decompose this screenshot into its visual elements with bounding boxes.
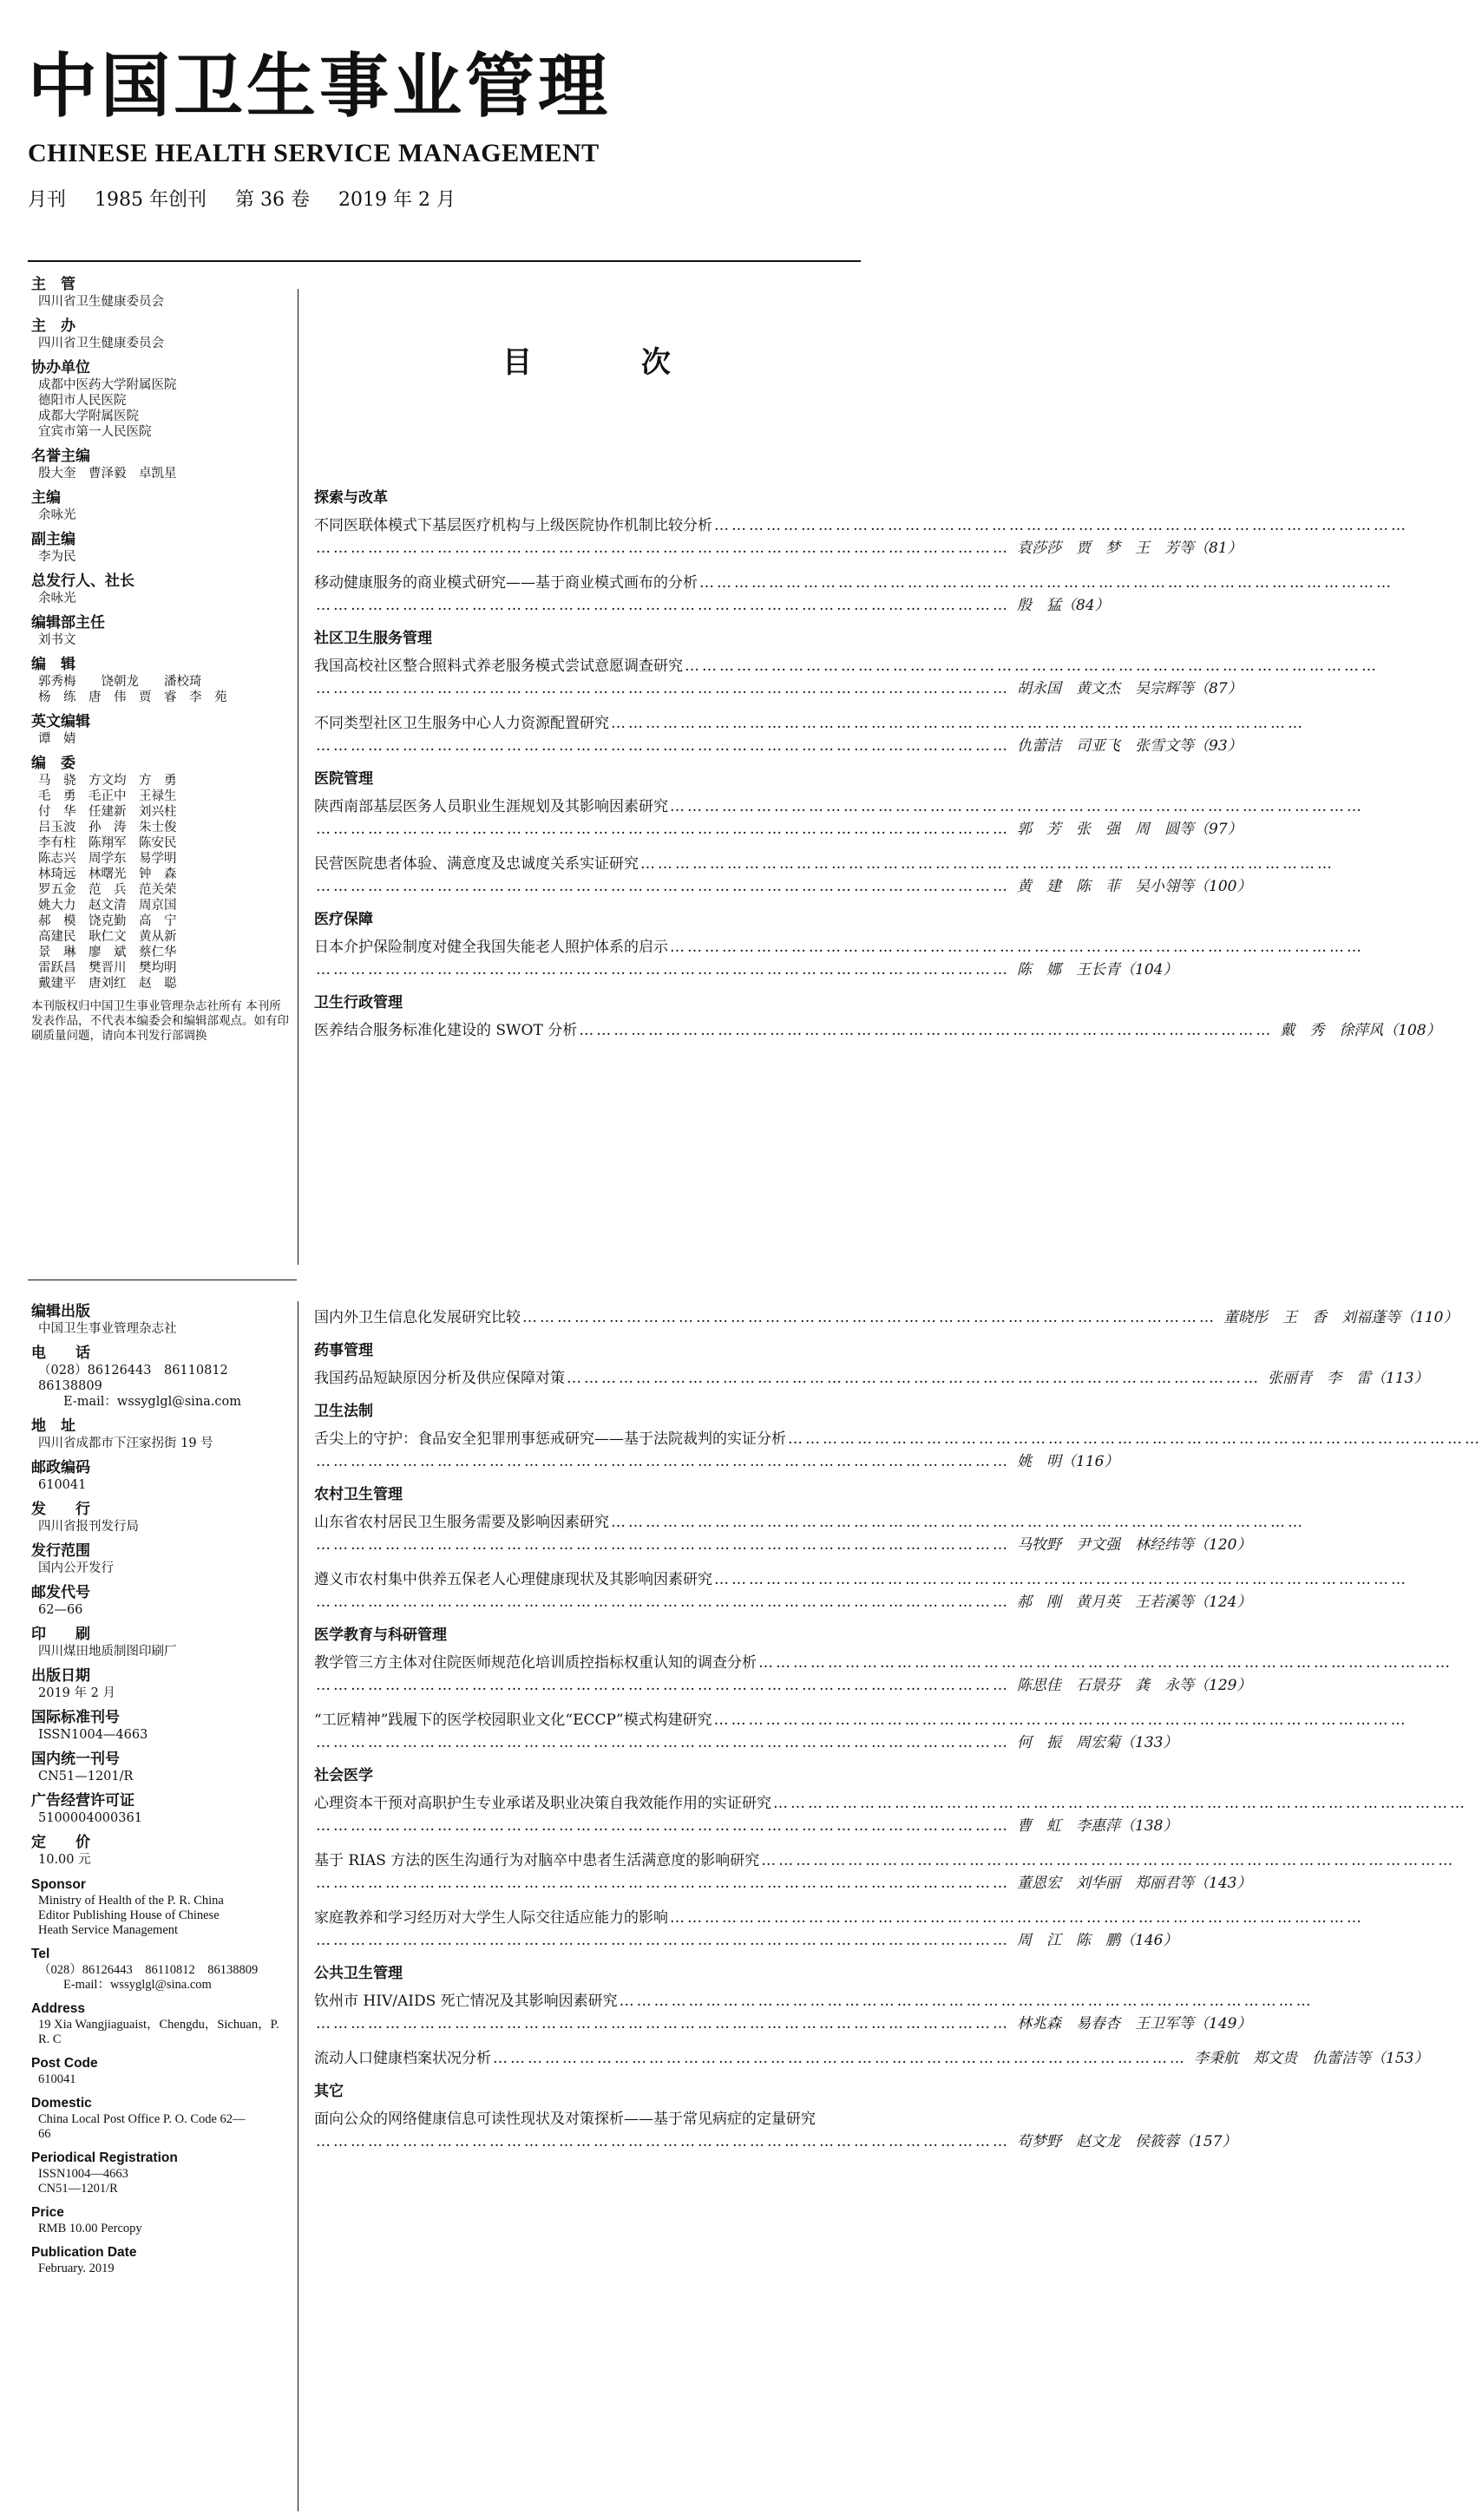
- credit-heading: 出版日期: [31, 1667, 90, 1685]
- leader-dots: …………………………………………………………………………………………………………: [670, 939, 1364, 956]
- toc-entry-author-line: [314, 875, 1252, 898]
- toc-entry-author-line: [314, 1534, 1252, 1556]
- credit-value: ISSN1004—4663: [38, 1728, 148, 1742]
- credit-value: 四川煤田地质制图印刷厂: [38, 1645, 177, 1659]
- toc-entry-line: [314, 1990, 1314, 2013]
- toc-entry-line: [314, 1792, 1467, 1815]
- toc-category: 公共卫生管理: [314, 1965, 403, 1982]
- leader-dots: …………………………………………………………………………………………………………: [670, 1909, 1364, 1927]
- toc-category: 医疗保障: [314, 911, 373, 928]
- leader-dots: …………………………………………………………………………………………………………: [699, 574, 1393, 592]
- credit-value: 中国卫生事业管理杂志社: [38, 1322, 177, 1336]
- leader-dots: …………………………………………………………………………………………………………: [685, 658, 1379, 675]
- toc-entry-authors: 马牧野 尹文强 林经纬等（120）: [1017, 1536, 1252, 1554]
- toc-category: 农村卫生管理: [314, 1486, 403, 1503]
- credit-value: 610041: [38, 1478, 87, 1492]
- toc-entry-title: 舌尖上的守护：食品安全犯罪刑事惩戒研究——基于法院裁判的实证分析: [314, 1430, 786, 1448]
- credit-block: [31, 1584, 292, 1618]
- credit-heading: Post Code: [31, 2056, 98, 2071]
- leader-dots: …………………………………………………………………………………………………………: [316, 1734, 1010, 1751]
- credit-value: February. 2019: [38, 2261, 115, 2275]
- leader-dots: …………………………………………………………………………………………………………: [316, 961, 1010, 979]
- credit-block: [31, 1459, 292, 1493]
- toc-entry-authors: 董恩宏 刘华丽 郑丽君等（143）: [1017, 1875, 1252, 1892]
- credit-block: [31, 1542, 292, 1576]
- toc-entry-line: [314, 1849, 1456, 1872]
- credit-value: 郭秀梅 饶朝龙 潘校琦 杨 练 唐 伟 贾 睿 李 苑: [38, 675, 227, 704]
- toc-entry-page: （97）: [1194, 821, 1243, 838]
- toc-entry-line: [314, 1019, 1441, 1042]
- toc-entry-line: [314, 1907, 1364, 1929]
- credit-block: [31, 1709, 292, 1743]
- credit-heading: 国内统一刊号: [31, 1751, 120, 1768]
- toc-entry-title: 心理资本干预对高职护生专业承诺及职业决策自我效能作用的实证研究: [314, 1795, 771, 1812]
- leader-dots: …………………………………………………………………………………………………………: [316, 1875, 1010, 1892]
- toc-entry-page: （157）: [1179, 2133, 1237, 2150]
- credit-heading: 国际标准刊号: [31, 1709, 120, 1726]
- toc-entry-line: [314, 2047, 1429, 2070]
- credit-heading: 编 辑: [31, 656, 75, 673]
- credit-block: [31, 2000, 292, 2047]
- toc-category: 医院管理: [314, 770, 373, 788]
- credit-value: 国内公开发行: [38, 1561, 114, 1575]
- credit-value: 5100004000361: [38, 1811, 142, 1825]
- masthead-credits: [31, 276, 292, 1044]
- toc-part-2: [314, 1306, 1482, 2165]
- toc-entry-line: [314, 2131, 1237, 2153]
- toc-entry-line: [314, 572, 1393, 594]
- credit-heading: 编辑出版: [31, 1303, 90, 1320]
- credit-value: 谭 婧: [38, 732, 76, 746]
- credit-block: [31, 713, 292, 747]
- toc-entry[interactable]: [314, 712, 1305, 757]
- issue-date: 2019 年 2 月: [338, 189, 456, 211]
- toc-entry-line: [314, 1428, 1482, 1450]
- toc-entry-line: [314, 936, 1364, 959]
- credit-block: [31, 1303, 292, 1337]
- toc-entry[interactable]: [314, 1792, 1467, 1837]
- toc-entry-title: 日本介护保险制度对健全我国失能老人照护体系的启示: [314, 939, 668, 956]
- toc-entry[interactable]: [314, 1306, 1459, 1329]
- credit-value: 19 Xia Wangjiaguaist，Chengdu，Sichuan，P. R. C: [38, 2018, 279, 2046]
- leader-dots: …………………………………………………………………………………………………………: [670, 798, 1364, 815]
- credit-heading: 编辑部主任: [31, 614, 105, 632]
- toc-entry-title: 我国高校社区整合照料式养老服务模式尝试意愿调查研究: [314, 658, 683, 675]
- toc-entry-page: （120）: [1194, 1536, 1252, 1554]
- toc-entry-line: [314, 853, 1334, 875]
- toc-entry-page: （87）: [1194, 680, 1243, 697]
- leader-dots: …………………………………………………………………………………………………………: [316, 1536, 1010, 1554]
- toc-entry-page: （153）: [1371, 2050, 1429, 2067]
- toc-entry[interactable]: [314, 514, 1408, 560]
- toc-entry-line: [314, 514, 1408, 537]
- credit-block: [31, 2244, 292, 2276]
- credit-block: [31, 573, 292, 606]
- leader-dots: …………………………………………………………………………………………………………: [316, 1594, 1010, 1611]
- credit-heading: 主编: [31, 489, 61, 507]
- credit-value: 四川省卫生健康委员会: [38, 337, 164, 350]
- toc-entry-authors: 何 振 周宏菊（133）: [1017, 1734, 1178, 1751]
- toc-entry-page: （81）: [1194, 540, 1243, 557]
- leader-dots: …………………………………………………………………………………………………………: [714, 517, 1408, 534]
- leader-dots: …………………………………………………………………………………………………………: [316, 1932, 1010, 1949]
- credit-block: [31, 1946, 292, 1993]
- toc-entry-page: （116）: [1061, 1453, 1119, 1470]
- toc-entry-authors: 曹 虹 李惠萍（138）: [1017, 1817, 1178, 1835]
- toc-entry-authors: 陈思佳 石景芬 龚 永等（129）: [1017, 1677, 1252, 1694]
- credit-heading: 协办单位: [31, 359, 90, 376]
- leader-dots: …………………………………………………………………………………………………………: [316, 821, 1010, 838]
- leader-dots: …………………………………………………………………………………………………………: [316, 878, 1010, 895]
- toc-entry-page: （113）: [1371, 1370, 1429, 1387]
- toc-entry-title: 流动人口健康档案状况分析: [314, 2050, 491, 2067]
- toc-entry-title: 不同类型社区卫生服务中心人力资源配置研究: [314, 715, 609, 732]
- toc-entry[interactable]: [314, 1849, 1456, 1895]
- credit-value: 610041: [38, 2072, 76, 2086]
- credit-heading: 地 址: [31, 1417, 75, 1435]
- toc-entry-authors: 林兆森 易春杏 王卫军等（149）: [1017, 2015, 1252, 2032]
- toc-entry-title: 遵义市农村集中供养五保老人心理健康现状及其影响因素研究: [314, 1571, 712, 1588]
- credit-heading: Periodical Registration: [31, 2150, 178, 2165]
- toc-entry-page: （110）: [1400, 1309, 1459, 1326]
- credit-value: ISSN1004—4663 CN51—1201/R: [38, 2167, 128, 2196]
- toc-entry-author-line: [314, 1674, 1252, 1697]
- toc-entry-title: 医养结合服务标准化建设的 SWOT 分析: [314, 1022, 578, 1039]
- credit-value: 四川省卫生健康委员会: [38, 295, 164, 309]
- credit-value: 10.00 元: [38, 1853, 91, 1867]
- toc-entry-author-line: [314, 1929, 1178, 1952]
- toc-entry-authors: 陈 娜 王长青（104）: [1017, 961, 1178, 979]
- toc-category: 社区卫生服务管理: [314, 630, 432, 647]
- toc-entry-author-line: [314, 959, 1178, 981]
- toc-entry-authors: 姚 明（116）: [1017, 1453, 1119, 1470]
- toc-entry-author-line: [314, 1731, 1178, 1754]
- credit-heading: 定 价: [31, 1834, 90, 1851]
- credit-block: [31, 1667, 292, 1701]
- toc-entry-authors: 袁莎莎 贾 梦 王 芳等（81）: [1017, 540, 1243, 557]
- toc-entry[interactable]: [314, 655, 1379, 700]
- publication-info: [31, 1303, 292, 2284]
- toc-entry-title: 陕西南部基层医务人员职业生涯规划及其影响因素研究: [314, 798, 668, 815]
- toc-entry-page: （138）: [1120, 1817, 1178, 1835]
- toc-entry-page: （133）: [1120, 1734, 1178, 1751]
- toc-entry-title: 基于 RIAS 方法的医生沟通行为对脑卒中患者生活满意度的影响研究: [314, 1852, 760, 1869]
- toc-entry-line: [314, 1652, 1452, 1674]
- credit-block: [31, 448, 292, 481]
- toc-entry-page: （146）: [1120, 1932, 1178, 1949]
- toc-entry-title: 我国药品短缺原因分析及供应保障对策: [314, 1370, 565, 1387]
- toc-entry[interactable]: [314, 2108, 1237, 2153]
- frequency: 月刊: [28, 189, 67, 211]
- credit-heading: 总发行人、社长: [31, 573, 134, 590]
- toc-entry-title: 面向公众的网络健康信息可读性现状及对策探析——基于常见病症的定量研究: [314, 2111, 816, 2128]
- credit-heading: 广告经营许可证: [31, 1792, 134, 1810]
- toc-entry-line: [314, 1568, 1408, 1591]
- toc-entry-title: 不同医联体模式下基层医疗机构与上级医院协作机制比较分析: [314, 517, 712, 534]
- toc-entry[interactable]: [314, 1019, 1441, 1042]
- credit-block: [31, 359, 292, 440]
- leader-dots: …………………………………………………………………………………………………………: [579, 1022, 1274, 1039]
- toc-entry[interactable]: [314, 2047, 1429, 2070]
- credit-value: RMB 10.00 Percopy: [38, 2222, 142, 2235]
- credit-value: 余咏光: [38, 508, 76, 522]
- leader-dots: …………………………………………………………………………………………………………: [619, 1993, 1314, 2010]
- toc-entry-title: 家庭教养和学习经历对大学生人际交往适应能力的影响: [314, 1909, 668, 1927]
- credit-heading: 发行范围: [31, 1542, 90, 1560]
- toc-entry-author-line: [314, 818, 1243, 841]
- credit-block: [31, 531, 292, 565]
- credit-block: [31, 2095, 292, 2142]
- leader-dots: …………………………………………………………………………………………………………: [316, 2133, 1010, 2150]
- credit-value: 余咏光: [38, 592, 76, 605]
- toc-entry[interactable]: [314, 1907, 1364, 1952]
- masthead: [28, 48, 861, 213]
- toc-entry-title: “工匠精神”践履下的医学校园职业文化“ECCP”模式构建研究: [314, 1712, 712, 1729]
- leader-dots: …………………………………………………………………………………………………………: [713, 1712, 1408, 1729]
- leader-dots: …………………………………………………………………………………………………………: [316, 1453, 1010, 1470]
- credit-heading: Price: [31, 2205, 64, 2220]
- toc-entry-title: 教学管三方主体对住院医师规范化培训质控指标权重认知的调查分析: [314, 1654, 757, 1672]
- toc-entry-authors: 张丽青 李 雷（113）: [1268, 1370, 1429, 1387]
- credit-value: Ministry of Health of the P. R. China Editor Publishing House of Chinese Heath Service Management: [38, 1894, 224, 1937]
- credit-block: [31, 1501, 292, 1535]
- toc-entry-author-line: [314, 594, 1110, 617]
- credit-block: [31, 614, 292, 648]
- credit-block: [31, 1626, 292, 1659]
- credit-block: [31, 1876, 292, 1938]
- credit-value: 四川省报刊发行局: [38, 1520, 139, 1534]
- credit-heading: 编 委: [31, 755, 75, 772]
- journal-title-en: CHINESE HEALTH SERVICE MANAGEMENT: [28, 139, 600, 167]
- credit-heading: 邮政编码: [31, 1459, 90, 1476]
- toc-entry-author-line: [314, 1591, 1252, 1613]
- toc-entry-line: [314, 1306, 1459, 1329]
- credit-value: 2019 年 2 月: [38, 1686, 115, 1700]
- toc-entry-author-line: [314, 2013, 1252, 2035]
- leader-dots: …………………………………………………………………………………………………………: [640, 855, 1334, 873]
- credit-block: [31, 1792, 292, 1826]
- toc-entry-line: [314, 1367, 1429, 1390]
- toc-entry-page: （84）: [1061, 597, 1110, 614]
- issue-line: [28, 188, 861, 213]
- toc-entry-author-line: [314, 677, 1243, 700]
- toc-entry[interactable]: [314, 1990, 1314, 2035]
- toc-entry-author-line: [314, 1450, 1119, 1473]
- toc-entry-authors: 郭 芳 张 强 周 圆等（97）: [1017, 821, 1243, 838]
- toc-entry[interactable]: [314, 1428, 1482, 1473]
- toc-entry-author-line: [314, 735, 1243, 757]
- leader-dots: …………………………………………………………………………………………………………: [316, 2015, 1010, 2032]
- toc-category: 社会医学: [314, 1767, 373, 1784]
- credit-heading: Sponsor: [31, 1877, 86, 1892]
- credit-value: 殷大奎 曹泽毅 卓凯星: [38, 467, 177, 481]
- toc-entry-authors: 郝 刚 黄月英 王若溪等（124）: [1017, 1594, 1252, 1611]
- toc-category: 探索与改革: [314, 489, 388, 507]
- toc-entry-title: 钦州市 HIV/AIDS 死亡情况及其影响因素研究: [314, 1993, 618, 2010]
- credit-heading: 邮发代号: [31, 1584, 90, 1601]
- toc-entry-title: 移动健康服务的商业模式研究——基于商业模式画布的分析: [314, 574, 698, 592]
- header-rule: [28, 260, 861, 262]
- credit-heading: Address: [31, 2001, 86, 2016]
- toc-entry-title: 国内外卫生信息化发展研究比较: [314, 1309, 521, 1326]
- toc-entry-authors: 殷 猛（84）: [1017, 597, 1110, 614]
- credit-heading: 主 管: [31, 276, 75, 293]
- toc-category: 其它: [314, 2083, 344, 2100]
- leader-dots: …………………………………………………………………………………………………………: [758, 1654, 1452, 1672]
- credit-heading: 印 刷: [31, 1626, 90, 1643]
- toc-entry[interactable]: [314, 853, 1334, 898]
- credit-heading: 发 行: [31, 1501, 90, 1518]
- toc-entry[interactable]: [314, 1511, 1305, 1556]
- toc-category: 卫生行政管理: [314, 994, 403, 1011]
- credit-block: [31, 2204, 292, 2236]
- credit-value: China Local Post Office P. O. Code 62— 66: [38, 2112, 246, 2141]
- credit-block: [31, 2055, 292, 2087]
- credit-value: 马 骁 方文均 方 勇 毛 勇 毛正中 王禄生 付 华 任建新 刘兴柱 吕玉波 孙 涛 朱士俊 李有柱 陈翔军 陈安民 陈志兴 周学东 易学明 林琦远 林曙光 钟 森 罗五金 范 兵 范关荣 姚大力 赵文清 周京国 郝 模 饶克勤 高 宁 高建民 耿仁文 黄从新 景 琳 廖 斌 蔡仁华 雷跃昌 樊晋川 樊均明 戴建平 唐刘红 赵 聪: [38, 774, 177, 991]
- credit-heading: 副主编: [31, 531, 75, 548]
- toc-entry-page: （149）: [1194, 2015, 1252, 2032]
- toc-entry-page: （108）: [1383, 1022, 1441, 1039]
- credit-heading: Domestic: [31, 2096, 92, 2111]
- credit-block: [31, 317, 292, 351]
- credit-heading: 英文编辑: [31, 713, 90, 730]
- toc-entry-authors: 董晓彤 王 香 刘福蓬等（110）: [1223, 1309, 1459, 1326]
- toc-entry-line: [314, 655, 1379, 677]
- toc-part-1: [314, 338, 1441, 1054]
- credit-value: 成都中医药大学附属医院 德阳市人民医院 成都大学附属医院 宜宾市第一人民医院: [38, 378, 177, 439]
- credit-block: [31, 276, 292, 310]
- toc-entry-authors: 李秉航 郑文贵 仇蕾洁等（153）: [1194, 2050, 1429, 2067]
- toc-entry[interactable]: [314, 936, 1364, 981]
- credit-heading: 电 话: [31, 1345, 90, 1362]
- leader-dots: …………………………………………………………………………………………………………: [714, 1571, 1408, 1588]
- toc-category: 药事管理: [314, 1342, 373, 1359]
- toc-entry-title: 山东省农村居民卫生服务需要及影响因素研究: [314, 1514, 609, 1531]
- toc-entry-page: （93）: [1194, 737, 1243, 755]
- leader-dots: …………………………………………………………………………………………………………: [493, 2050, 1187, 2067]
- leader-dots: …………………………………………………………………………………………………………: [611, 715, 1305, 732]
- toc-entry-authors: 戴 秀 徐萍风（108）: [1280, 1022, 1441, 1039]
- journal-title-cn: 中国卫生事业管理: [28, 46, 611, 127]
- credit-heading: 名誉主编: [31, 448, 90, 465]
- credit-value: CN51—1201/R: [38, 1770, 134, 1784]
- toc-entry-author-line: [314, 537, 1243, 560]
- leader-dots: …………………………………………………………………………………………………………: [316, 737, 1010, 755]
- credit-block: [31, 2150, 292, 2196]
- volume: 第 36 卷: [235, 189, 310, 211]
- leader-dots: …………………………………………………………………………………………………………: [611, 1514, 1305, 1531]
- toc-entry-author-line: [314, 1872, 1252, 1895]
- leader-dots: …………………………………………………………………………………………………………: [316, 597, 1010, 614]
- toc-entry-authors: 黄 建 陈 菲 吴小翎等（100）: [1017, 878, 1252, 895]
- credit-block: [31, 755, 292, 992]
- toc-title: 目 次: [502, 345, 672, 380]
- toc-entry[interactable]: [314, 1652, 1452, 1697]
- toc-entry[interactable]: [314, 795, 1364, 841]
- toc-entry-authors: 仇蕾洁 司亚飞 张雪文等（93）: [1017, 737, 1243, 755]
- toc-category: 医学教育与科研管理: [314, 1627, 447, 1644]
- founded: 1985 年创刊: [95, 189, 207, 211]
- credit-value: 李为民: [38, 550, 76, 564]
- leader-dots: …………………………………………………………………………………………………………: [316, 540, 1010, 557]
- toc-entry[interactable]: [314, 1709, 1408, 1754]
- credit-block: [31, 489, 292, 523]
- leader-dots: …………………………………………………………………………………………………………: [761, 1852, 1456, 1869]
- toc-entry-page: （129）: [1194, 1677, 1252, 1694]
- toc-entry-line: [314, 1511, 1305, 1534]
- toc-entry-page: （104）: [1120, 961, 1178, 979]
- credit-value: 62—66: [38, 1603, 83, 1617]
- toc-entry-line: [314, 712, 1305, 735]
- credit-value: 刘书文: [38, 633, 76, 647]
- credit-value: （028）86126443 86110812 86138809 E-mail：wssyglgl@sina.com: [38, 1963, 259, 1992]
- toc-entry-line: [314, 1709, 1408, 1731]
- credit-block: [31, 1417, 292, 1451]
- toc-entry-authors: 苟梦野 赵文龙 侯筱蓉（157）: [1017, 2133, 1237, 2150]
- toc-category: 卫生法制: [314, 1403, 373, 1420]
- toc-entry[interactable]: [314, 1568, 1408, 1613]
- copyright-notice: 本刊版权归中国卫生事业管理杂志社所有 本刊所发表作品，不代表本编委会和编辑部观点。如有印刷质量问题，请向本刊发行部调换: [31, 999, 289, 1043]
- toc-entry-authors: 胡永国 黄文杰 吴宗辉等（87）: [1017, 680, 1243, 697]
- leader-dots: …………………………………………………………………………………………………………: [316, 680, 1010, 697]
- toc-entry-line: [314, 795, 1364, 818]
- leader-dots: …………………………………………………………………………………………………………: [522, 1309, 1216, 1326]
- toc-entry-title: 民营医院患者体验、满意度及忠诚度关系实证研究: [314, 855, 639, 873]
- leader-dots: …………………………………………………………………………………………………………: [773, 1795, 1467, 1812]
- leader-dots: …………………………………………………………………………………………………………: [567, 1370, 1261, 1387]
- toc-entry-page: （124）: [1194, 1594, 1252, 1611]
- credit-value: （028）86126443 86110812 86138809 E-mail：wssyglgl@sina.com: [38, 1364, 242, 1409]
- leader-dots: …………………………………………………………………………………………………………: [316, 1677, 1010, 1694]
- credit-block: [31, 656, 292, 705]
- credit-heading: Publication Date: [31, 2245, 137, 2260]
- toc-entry[interactable]: [314, 572, 1393, 617]
- leader-dots: …………………………………………………………………………………………………………: [788, 1430, 1482, 1448]
- credit-value: 四川省成都市下汪家拐街 19 号: [38, 1437, 213, 1450]
- leader-dots: …………………………………………………………………………………………………………: [316, 1817, 1010, 1835]
- toc-entry-page: （143）: [1194, 1875, 1252, 1892]
- toc-entry-authors: 周 江 陈 鹏（146）: [1017, 1932, 1178, 1949]
- credit-block: [31, 1834, 292, 1868]
- toc-entry-author-line: [314, 1815, 1178, 1837]
- credit-heading: Tel: [31, 1947, 50, 1961]
- credit-block: [31, 1751, 292, 1784]
- credit-heading: 主 办: [31, 317, 75, 335]
- credit-block: [31, 1345, 292, 1410]
- toc-entry[interactable]: [314, 1367, 1429, 1390]
- toc-entry-page: （100）: [1194, 878, 1252, 895]
